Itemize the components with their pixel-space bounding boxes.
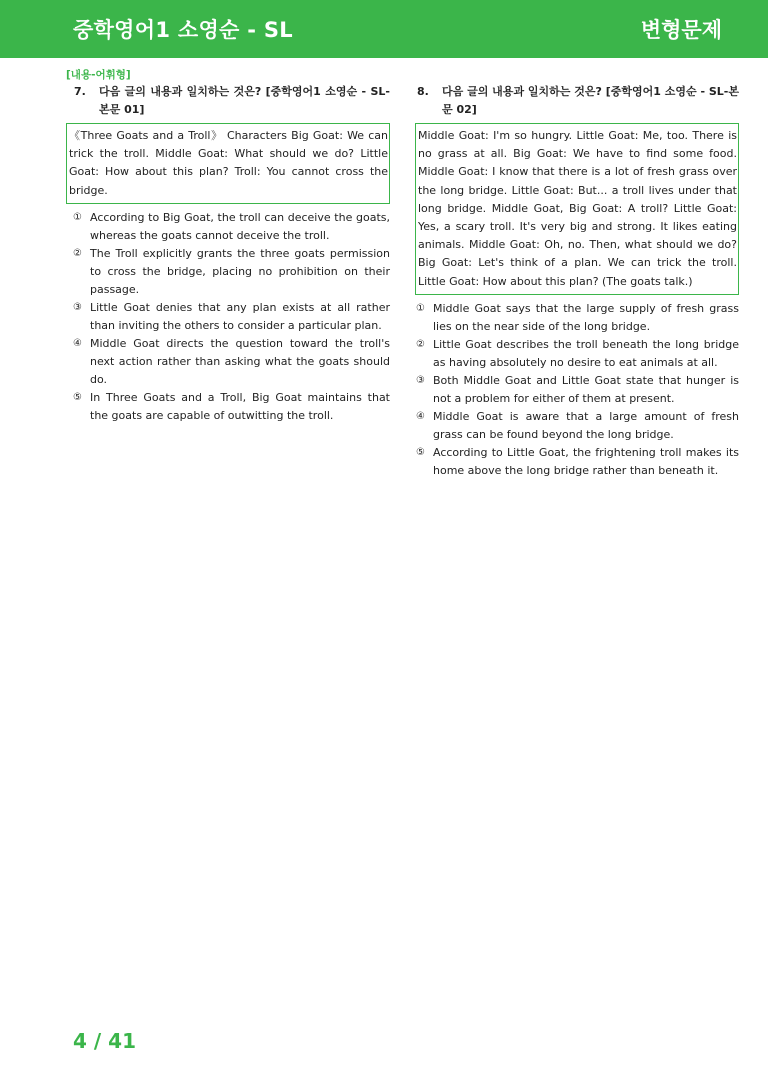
choice-marker: ④ (73, 337, 82, 349)
choice-marker: ③ (416, 374, 425, 386)
choice-text: Middle Goat is aware that a large amount of fresh grass can be found beyond the long bridge. (433, 409, 739, 441)
choice-item[interactable] (415, 444, 739, 480)
choice-item[interactable] (66, 335, 390, 389)
choice-text: In Three Goats and a Troll, Big Goat maintains that the goats are capable of outwitting the troll. (90, 390, 390, 422)
choice-list (415, 300, 739, 480)
section-badge: 변형문제 (640, 18, 722, 42)
choice-marker: ⑤ (416, 446, 425, 458)
choice-item[interactable] (415, 300, 739, 336)
question-7 (66, 67, 390, 425)
choice-marker: ② (416, 338, 425, 350)
choice-text: According to Big Goat, the troll can deceive the goats, whereas the goats cannot deceive the troll. (90, 210, 390, 242)
choice-item[interactable] (66, 389, 390, 425)
choice-marker: ④ (416, 410, 425, 422)
passage-box: Middle Goat: I'm so hungry. Little Goat: Me, too. There is no grass at all. Big Goat: We have to find some food. Middle Goat: I know that there is a lot of fresh grass over the long bridge. Little Goat: But... a troll lives under that long bridge. Middle Goat, Big Goat: A troll? Little Goat: Yes, a scary troll. It's very big and strong. It likes eating animals. Middle Goat: Oh, no. Then, what should we do? Big Goat: Let's think of a plan. We can trick the troll. Little Goat: How about this plan? (The goats talk.) (415, 123, 739, 295)
choice-item[interactable] (415, 336, 739, 372)
choice-item[interactable] (415, 372, 739, 408)
question-category: [내용-어휘형] (66, 69, 131, 81)
choice-list (66, 209, 390, 425)
choice-text: Middle Goat says that the large supply of fresh grass lies on the near side of the long bridge. (433, 301, 739, 333)
choice-item[interactable] (66, 299, 390, 335)
document-title: 중학영어1 소영순 - SL (73, 18, 293, 42)
question-number: 7. (74, 85, 86, 98)
choice-marker: ① (416, 302, 425, 314)
choice-text: The Troll explicitly grants the three goats permission to cross the bridge, placing no prohibition on their passage. (90, 246, 390, 296)
choice-item[interactable] (66, 209, 390, 245)
choice-marker: ① (73, 211, 82, 223)
choice-text: According to Little Goat, the frightening troll makes its home above the long bridge rather than beneath it. (433, 445, 739, 477)
choice-item[interactable] (66, 245, 390, 299)
choice-text: Middle Goat directs the question toward the troll's next action rather than asking what the goats should do. (90, 336, 390, 386)
choice-text: Little Goat describes the troll beneath the long bridge as having absolutely no desire to eat animals at all. (433, 337, 739, 369)
question-prompt: 다음 글의 내용과 일치하는 것은? [중학영어1 소영순 - SL-본문 01] (99, 85, 390, 116)
question-number: 8. (417, 85, 429, 98)
choice-text: Both Middle Goat and Little Goat state that hunger is not a problem for either of them at present. (433, 373, 739, 405)
question-prompt: 다음 글의 내용과 일치하는 것은? [중학영어1 소영순 - SL-본문 02] (442, 85, 739, 116)
choice-marker: ③ (73, 301, 82, 313)
page-number: 4 / 41 (73, 1029, 136, 1053)
question-8 (415, 67, 739, 480)
passage-box: 《Three Goats and a Troll》 Characters Big Goat: We can trick the troll. Middle Goat: What should we do? Little Goat: How about this plan? Troll: You cannot cross the bridge. (66, 123, 390, 204)
choice-text: Little Goat denies that any plan exists at all rather than inviting the others to consider a particular plan. (90, 300, 390, 332)
question-header (415, 83, 739, 119)
page-header (0, 0, 768, 58)
question-header (66, 83, 390, 119)
choice-item[interactable] (415, 408, 739, 444)
choice-marker: ② (73, 247, 82, 259)
choice-marker: ⑤ (73, 391, 82, 403)
